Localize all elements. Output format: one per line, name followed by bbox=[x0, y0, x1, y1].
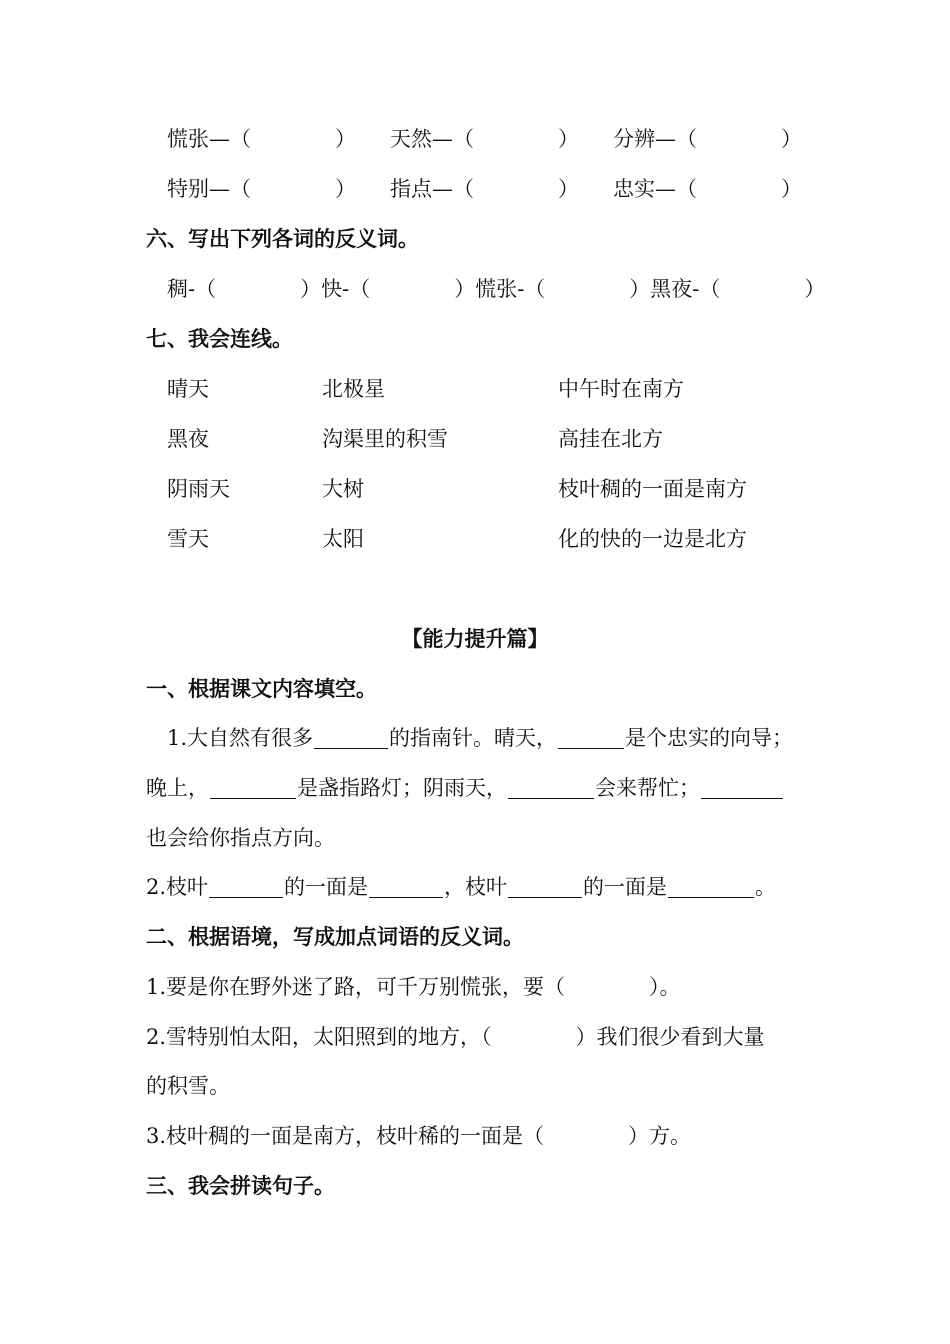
match-middle: 大树 bbox=[322, 477, 364, 501]
fill-blank-line bbox=[146, 872, 776, 902]
synonym-item: 慌张—（ ） bbox=[167, 127, 356, 151]
question-line: 3.枝叶稠的一面是南方，枝叶稀的一面是（ ）方。 bbox=[146, 1124, 692, 1148]
answer-blank[interactable] bbox=[209, 875, 283, 898]
text: 。 bbox=[755, 875, 777, 899]
fill-blank-line bbox=[167, 723, 793, 753]
section-heading: 二、根据语境，写成加点词语的反义词。 bbox=[146, 924, 524, 949]
synonym-item: 忠实—（ ） bbox=[613, 177, 802, 201]
text: 的一面是 bbox=[284, 875, 369, 899]
section-heading: 一、根据课文内容填空。 bbox=[146, 676, 377, 701]
text: 会来帮忙； bbox=[595, 776, 700, 800]
text: 1.大自然有很多 bbox=[167, 726, 314, 750]
match-right: 中午时在南方 bbox=[558, 377, 684, 401]
answer-blank[interactable] bbox=[701, 776, 783, 799]
match-right: 高挂在北方 bbox=[558, 427, 663, 451]
text: 的一面是 bbox=[583, 875, 668, 899]
text: 是盏指路灯；阴雨天， bbox=[297, 776, 507, 800]
text: 2.枝叶 bbox=[146, 875, 209, 899]
antonym-items: 稠-（ ）快-（ ）慌张-（ ）黑夜-（ ） bbox=[167, 277, 826, 301]
answer-blank[interactable] bbox=[210, 776, 296, 799]
match-middle: 太阳 bbox=[322, 527, 364, 551]
section-heading: 六、写出下列各词的反义词。 bbox=[146, 226, 419, 251]
match-right: 枝叶稠的一面是南方 bbox=[558, 477, 747, 501]
answer-blank[interactable] bbox=[668, 875, 754, 898]
match-middle: 沟渠里的积雪 bbox=[322, 427, 448, 451]
match-left: 雪天 bbox=[167, 527, 209, 551]
text: 晚上， bbox=[146, 776, 209, 800]
fill-blank-line bbox=[146, 773, 784, 803]
section-heading: 三、我会拼读句子。 bbox=[146, 1173, 335, 1198]
text: 是个忠实的向导； bbox=[625, 726, 794, 750]
text: 的指南针。晴天， bbox=[389, 726, 558, 750]
synonym-item: 特别—（ ） bbox=[167, 177, 356, 201]
match-left: 阴雨天 bbox=[167, 477, 230, 501]
match-right: 化的快的一边是北方 bbox=[558, 527, 747, 551]
match-left: 黑夜 bbox=[167, 427, 209, 451]
match-left: 晴天 bbox=[167, 377, 209, 401]
answer-blank[interactable] bbox=[508, 776, 594, 799]
answer-blank[interactable] bbox=[508, 875, 582, 898]
synonym-item: 分辨—（ ） bbox=[613, 127, 802, 151]
answer-blank[interactable] bbox=[369, 875, 443, 898]
question-line: 1.要是你在野外迷了路，可千万别慌张，要（ ）。 bbox=[146, 975, 681, 999]
question-line: 2.雪特别怕太阳，太阳照到的地方，（ ）我们很少看到大量 bbox=[146, 1025, 765, 1049]
question-line: 的积雪。 bbox=[146, 1074, 230, 1098]
match-middle: 北极星 bbox=[322, 377, 385, 401]
text: ，枝叶 bbox=[444, 875, 508, 899]
section-heading: 七、我会连线。 bbox=[146, 326, 293, 351]
synonym-item: 天然—（ ） bbox=[390, 127, 579, 151]
answer-blank[interactable] bbox=[314, 726, 388, 749]
text-line: 也会给你指点方向。 bbox=[146, 826, 335, 850]
answer-blank[interactable] bbox=[558, 726, 624, 749]
synonym-item: 指点—（ ） bbox=[390, 177, 579, 201]
section-title: 【能力提升篇】 bbox=[401, 626, 549, 651]
